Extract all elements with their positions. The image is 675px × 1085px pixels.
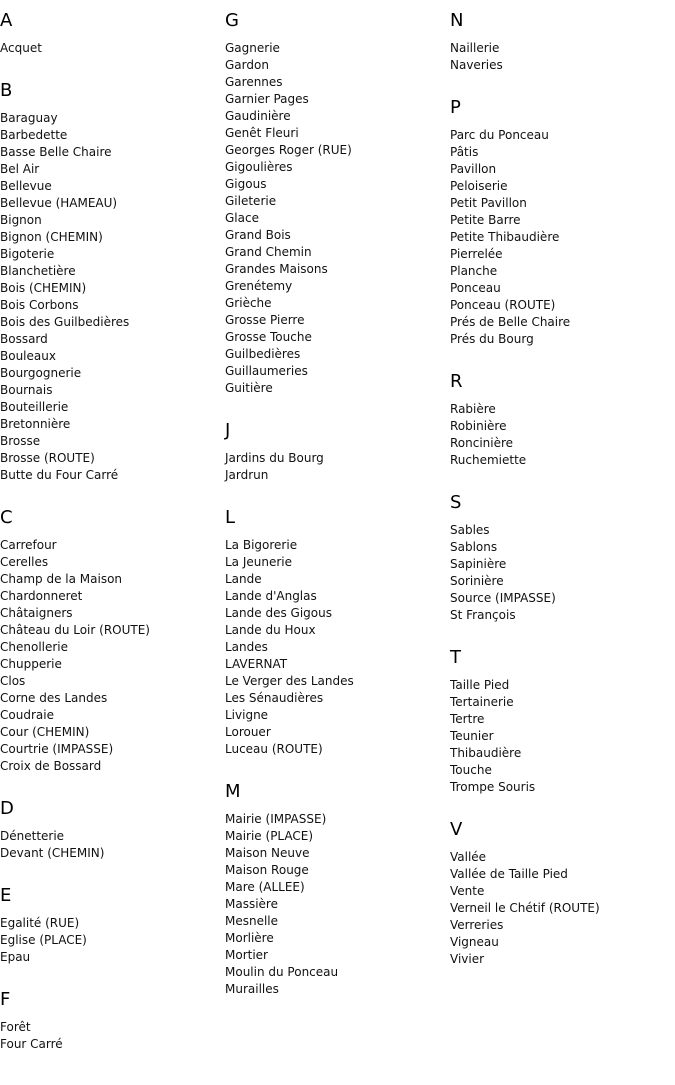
street-name: Bignon [0,213,42,227]
street-name: Grièche [225,296,272,310]
street-name: Chenollerie [0,640,69,654]
street-name: Bretonnière [0,417,71,431]
street-name: Massière [225,897,278,911]
street-name: Genêt Fleuri [225,126,299,140]
letter-section [0,10,225,57]
street-name: Moulin du Ponceau [225,965,339,979]
letter-heading: L [225,507,236,528]
letter-heading: C [0,507,13,528]
letter-section [0,80,225,484]
street-name: Petite Thibaudière [450,230,560,244]
street-list [450,677,675,796]
street-name: Grosse Touche [225,330,312,344]
street-name: Mare (ALLEE) [225,880,305,894]
letter-section [0,885,225,966]
index-column-1 [0,0,225,1053]
street-name: Mesnelle [225,914,279,928]
street-name: Pâtis [450,145,479,159]
street-name: Bourgognerie [0,366,82,380]
street-name: Bouteillerie [0,400,69,414]
street-name: Bournais [0,383,53,397]
street-name: Maison Rouge [225,863,309,877]
street-name: Bois des Guilbedières [0,315,130,329]
street-name: Bignon (CHEMIN) [0,230,103,244]
street-name: Eglise (PLACE) [0,933,87,947]
street-name: Pierrelée [450,247,503,261]
street-name: Grand Chemin [225,245,312,259]
street-name: Acquet [0,41,42,55]
letter-section [225,420,450,484]
letter-heading: G [225,10,239,31]
street-name: Clos [0,674,26,688]
street-name: Barbedette [0,128,68,142]
street-list [0,40,225,57]
street-name: Gardon [225,58,269,72]
street-name: Roncinière [450,436,514,450]
letter-heading: D [0,798,14,819]
street-name: Murailles [225,982,279,996]
street-name: Le Verger des Landes [225,674,354,688]
letter-heading: T [450,647,461,668]
letter-section [450,647,675,796]
street-name: Guilbedières [225,347,301,361]
street-list [225,40,450,397]
letter-section [450,819,675,968]
street-name: Lande [225,572,262,586]
street-name: Jardrun [225,468,269,482]
street-name: Butte du Four Carré [0,468,119,482]
street-name: Bigoterie [0,247,55,261]
street-name: Cour (CHEMIN) [0,725,90,739]
street-name: Lande des Gigous [225,606,332,620]
street-name: Bellevue (HAMEAU) [0,196,118,210]
street-name: Mortier [225,948,268,962]
street-list [0,537,225,775]
street-name: Carrefour [0,538,57,552]
letter-section [450,371,675,469]
letter-heading: N [450,10,464,31]
letter-heading: R [450,371,463,392]
street-name: Teunier [450,729,494,743]
street-name: Lande d'Anglas [225,589,317,603]
letter-section [450,97,675,348]
street-name: Ponceau [450,281,501,295]
street-name: Bois (CHEMIN) [0,281,87,295]
street-name: Robinière [450,419,507,433]
street-name: Sablons [450,540,498,554]
letter-heading: J [225,420,231,441]
street-name: Source (IMPASSE) [450,591,556,605]
street-name: Courtrie (IMPASSE) [0,742,114,756]
letter-section [450,10,675,74]
street-name: Peloiserie [450,179,508,193]
letter-section [0,798,225,862]
street-list [450,40,675,74]
letter-heading: V [450,819,463,840]
street-name: Grosse Pierre [225,313,305,327]
street-list [450,401,675,469]
street-name: LAVERNAT [225,657,288,671]
street-name: Garnier Pages [225,92,309,106]
street-name: Morlière [225,931,274,945]
street-name: Ruchemiette [450,453,527,467]
street-name: Croix de Bossard [0,759,102,773]
street-name: Georges Roger (RUE) [225,143,352,157]
letter-heading: M [225,781,241,802]
letter-section [0,507,225,775]
street-list [450,522,675,624]
street-name: Vigneau [450,935,499,949]
street-name: Mairie (IMPASSE) [225,812,327,826]
street-name: Verneil le Chétif (ROUTE) [450,901,600,915]
street-name: Taille Pied [450,678,510,692]
street-name: Maison Neuve [225,846,310,860]
street-name: Champ de la Maison [0,572,123,586]
street-name: Corne des Landes [0,691,108,705]
street-list [225,450,450,484]
letter-section [225,10,450,397]
street-name: Lorouer [225,725,271,739]
street-name: Naveries [450,58,503,72]
street-name: Tertre [450,712,485,726]
street-name: Brosse [0,434,41,448]
street-list [0,110,225,484]
street-name: Bois Corbons [0,298,79,312]
letter-section [225,781,450,998]
street-list [450,849,675,968]
street-name: Guillaumeries [225,364,308,378]
street-name: Bellevue [0,179,52,193]
street-list [450,127,675,348]
street-name: Bossard [0,332,48,346]
street-list [225,811,450,998]
street-name: Pavillon [450,162,497,176]
street-name: Jardins du Bourg [225,451,324,465]
street-name: Garennes [225,75,283,89]
street-list [225,537,450,758]
street-name: Sables [450,523,490,537]
street-name: La Jeunerie [225,555,293,569]
street-name: Petite Barre [450,213,521,227]
letter-heading: A [0,10,13,31]
street-name: Gileterie [225,194,277,208]
street-name: Ponceau (ROUTE) [450,298,556,312]
street-name: St François [450,608,516,622]
street-name: Gagnerie [225,41,280,55]
street-list [0,915,225,966]
street-name: Brosse (ROUTE) [0,451,95,465]
letter-section [450,492,675,624]
street-name: Coudraie [0,708,54,722]
street-name: Gigous [225,177,267,191]
street-name: Four Carré [0,1037,63,1051]
street-name: Guitière [225,381,273,395]
letter-heading: S [450,492,462,513]
street-name: Tertainerie [450,695,514,709]
index-column-2 [225,0,450,998]
letter-heading: F [0,989,11,1010]
street-name: Sorinière [450,574,504,588]
street-name: Baraguay [0,111,58,125]
letter-heading: P [450,97,461,118]
street-name: Basse Belle Chaire [0,145,112,159]
street-name: Bouleaux [0,349,56,363]
letter-section [0,989,225,1053]
street-name: Planche [450,264,498,278]
street-name: Bel Air [0,162,40,176]
street-name: Grenétemy [225,279,293,293]
street-name: Rabière [450,402,496,416]
street-name: Sapinière [450,557,507,571]
street-name: Grandes Maisons [225,262,328,276]
street-name: Vente [450,884,485,898]
street-name: Lande du Houx [225,623,316,637]
street-name: Livigne [225,708,269,722]
street-list [0,828,225,862]
street-name: Glace [225,211,259,225]
street-name: Luceau (ROUTE) [225,742,323,756]
street-name: Cerelles [0,555,49,569]
street-name: Prés du Bourg [450,332,534,346]
street-name: Vallée [450,850,487,864]
street-name: Vallée de Taille Pied [450,867,568,881]
street-name: Gaudinière [225,109,291,123]
street-name: Parc du Ponceau [450,128,549,142]
street-name: Prés de Belle Chaire [450,315,571,329]
street-name: Chardonneret [0,589,83,603]
letter-heading: E [0,885,12,906]
street-name: Naillerie [450,41,500,55]
street-name: Dénetterie [0,829,65,843]
letter-heading: B [0,80,13,101]
street-name: Devant (CHEMIN) [0,846,105,860]
street-name: Epau [0,950,31,964]
street-name: Verreries [450,918,504,932]
letter-section [225,507,450,758]
street-name: Egalité (RUE) [0,916,80,930]
street-list [0,1019,225,1053]
street-name: Grand Bois [225,228,291,242]
street-name: La Bigorerie [225,538,298,552]
street-name: Gigoulières [225,160,293,174]
street-name: Touche [450,763,492,777]
street-name: Vivier [450,952,485,966]
street-name: Mairie (PLACE) [225,829,314,843]
street-name: Landes [225,640,268,654]
street-name: Blanchetière [0,264,76,278]
street-name: Thibaudière [450,746,522,760]
street-name: Trompe Souris [450,780,536,794]
street-name: Les Sénaudières [225,691,324,705]
street-name: Chupperie [0,657,62,671]
index-column-3 [450,0,675,968]
street-name: Petit Pavillon [450,196,527,210]
street-name: Châtaigners [0,606,73,620]
street-name: Forêt [0,1020,31,1034]
street-name: Château du Loir (ROUTE) [0,623,150,637]
